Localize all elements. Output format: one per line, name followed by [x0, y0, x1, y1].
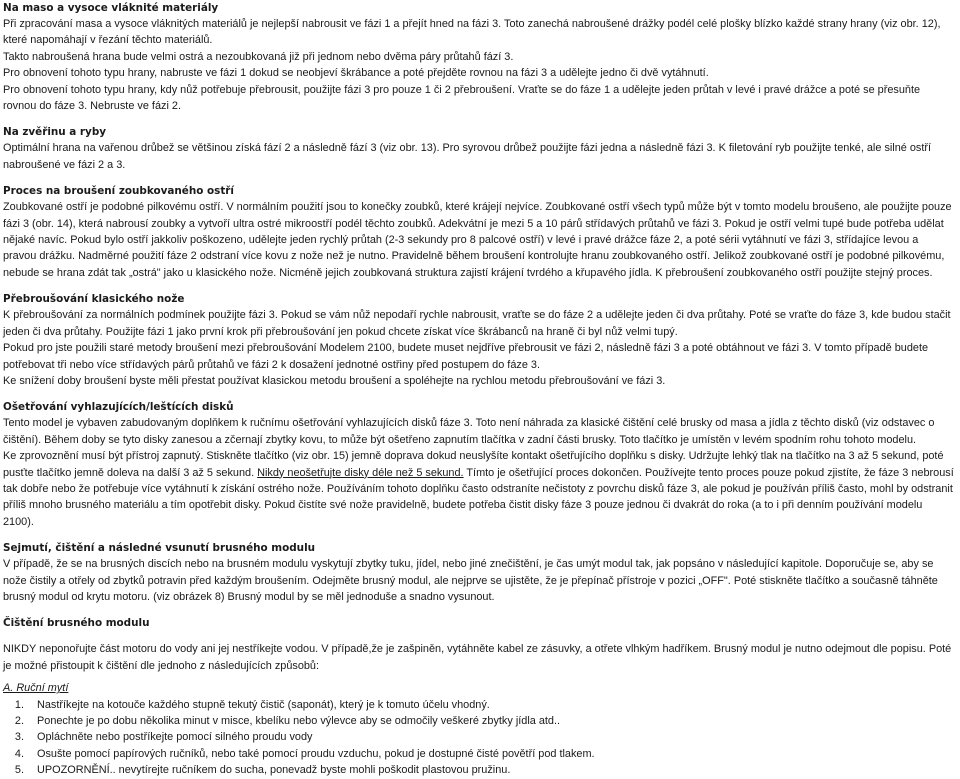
section-heading-module-cleaning: Čištění brusného modulu: [3, 617, 150, 630]
paragraph: Pro obnovení tohoto typu hrany, kdy nůž potřebuje přebrousit, použijte fázi 3 pro pouze 1 či 2 přebroušení. Vraťte se do fáze 1 a udělejte jeden průtah v levé i pravé drážce a poté se přesuňte rovnou do fáze 3. Nebruste ve fázi 2.: [3, 83, 921, 113]
section-heading-disc-care: Ošetřování vyhlazujících/leštících disků: [3, 401, 234, 414]
paragraph: Při zpracování masa a vysoce vláknitých materiálů je nejlepší nabrousit ve fázi 1 a přejít hned na fázi 3. Toto zanechá nabroušené drážky podél celé plošky blízko každé strany hrany (viz obr. 12), které napomáhají v řezání těchto materiálů.: [3, 18, 941, 47]
list-item: 3. Opláchněte nebo postříkejte pomocí silného proudu vody: [27, 729, 954, 745]
paragraph: Optimální hrana na vařenou drůbež se většinou získá fází 2 a následně fází 3 (viz obr. 13). Pro syrovou drůbež použijte fázi jedna a následně fázi 3. K filetování ryb použijte tenké, ale silné ostří nabroušené ve fázi 2 a 3.: [3, 142, 932, 171]
paragraph: [3, 448, 954, 530]
paragraph: Zoubkované ostří je podobné pilkovému ostří. V normálním použití jsou to konečky zoubků, které krájejí nejvíce. Zoubkované ostří všech typů může být v tomto modelu broušeno, ale použijte pouze fázi 3 (obr. 14), která nabrousí zoubky a vytvoří ultra ostré mikroostří podél těchto zoubků. Adekvátní je mezi 5 a 10 párů střídavých průtahů ve fázi 3. Pokud je ostří velmi tupé bude potřeba udělat nějaké navíc. Pokud bylo ostří jakkoliv poškozeno, udělejte jeden rychlý průtah (2-3 sekundy pro 8 palcové ostří) v levé i pravé drážce fáze 2, a poté sérii vytáhnutí ve fázi 3, střídajíce levou a pravou drážku. Nadměrné použití fáze 2 odstraní více kovu z nože než je nutno. Pravidelně během broušení kontrolujte hranu zoubkovaného ostří. Jelikož zoubkované ostří je podobné pilkovému, nebude se hrana zdát tak „ostrá" jako u klasického nože. Nicméně jejich zoubkovaná struktura zajistí krájení tvrdého a křupavého jídla. K přebroušení zoubkovaného ostří použijte stejný proces.: [3, 201, 952, 279]
section-heading-game-fish: Na zvěřinu a ryby: [3, 126, 107, 139]
text-run: Tímto je ošetřující proces dokončen. Používejte tento proces pouze pokud zjistíte, že fáze 3 nebrousí tak dobře nebo že potřebuje více vytáhnutí k získání ostrého nože. Používáním tohoto doplňku často odstraníte nečistoty z povrchu disků fáze 3, ale pokud je používán příliš často, mohl by odstranit příliš mnoho brusného materiálu a tím opotřebit disky. Pokud čistíte své nože pravidelně, budete potřeba čistit disky fáze 3 pouze jednou či dvakrát do roka (a to i při denním používání modelu 2100).: [3, 466, 954, 528]
list-item: 2. Ponechte je po dobu několika minut v misce, kbelíku nebo výlevce aby se odmočily veškeré zbytky jídla atd..: [27, 713, 954, 729]
paragraph: V případě, že se na brusných discích nebo na brusném modulu vyskytují zbytky tuku, jídel, nebo jiné znečištění, je čas umýt modul tak, jak popsáno v následující kapitole. Doporučuje se, aby se nože čistily a otřely od zbytků potravin před každým broušením. Odejměte brusný modul, ale nejprve se ujistěte, že je přepínač přístroje v pozici „OFF". Poté stiskněte tlačítko a současně táhněte brusný modul od krytu motoru. (viz obrázek 8) Brusný modul by se měl jednoduše a snadno vysunout.: [3, 558, 938, 603]
section-heading-module-removal: Sejmutí, čištění a následné vsunutí brusného modulu: [3, 542, 316, 555]
list-item: 1. Nastříkejte na kotouče každého stupně tekutý čistič (saponát), který je k tomuto účelu vhodný.: [27, 697, 954, 713]
paragraph: Takto nabroušená hrana bude velmi ostrá a nezoubkovaná již při jednom nebo dvěma páry průtahů fází 3.: [3, 50, 514, 63]
section-heading-serrated: Proces na broušení zoubkovaného ostří: [3, 185, 234, 198]
warning-underlined: Nikdy neošetřujte disky déle než 5 sekund.: [257, 466, 464, 479]
paragraph: Tento model je vybaven zabudovaným doplňkem k ručnímu ošetřování vyhlazujících disků fáze 3. Toto není náhrada za klasické čištění celé brusky od masa a jídla z těchto disků (viz odstavec o čištění). Během doby se tyto disky zanesou a zčernají zbytky kovu, to může být ošetřeno zapnutím tlačítka v zadní části brusky. Toto tlačítko je umístěn v levém spodním rohu tohoto modelu.: [3, 417, 935, 446]
steps-list: [3, 697, 954, 779]
list-item: 4. Osušte pomocí papírových ručníků, nebo také pomocí proudu vzduchu, pokud je dostupné čisté povětří pod tlakem.: [27, 746, 954, 762]
list-item: 5. UPOZORNĚNÍ.. nevytírejte ručníkem do sucha, ponevadž byste mohli poškodit plastovou pružinu.: [27, 762, 954, 778]
paragraph: Ke snížení doby broušení byste měli přestat používat klasickou metodu broušení a spoléhejte na rychlou metodu přebroušování ve fázi 3.: [3, 374, 666, 387]
section-heading-meat: Na maso a vysoce vláknité materiály: [3, 2, 219, 14]
section-heading-resharpening: Přebroušování klasického nože: [3, 293, 185, 306]
paragraph: NIKDY neponořujte část motoru do vody ani jej nestříkejte vodou. V případě,že je zašpiněn, vytáhněte kabel ze zásuvky, a otřete vlhkým hadříkem. Brusný modul je nutno odejmout dle popisu. Poté je možné přistoupit k čištění dle jednoho z následujících způsobů:: [3, 643, 952, 672]
paragraph: Pro obnovení tohoto typu hrany, nabruste ve fázi 1 dokud se neobjeví škrábance a poté přejděte rovnou na fázi 3 a udělejte jedno či dvě vytáhnutí.: [3, 67, 709, 80]
subheading-hand-wash: A. Ruční mytí: [3, 682, 69, 695]
paragraph: K přebroušování za normálních podmínek použijte fázi 3. Pokud se vám nůž nepodaří rychle nabrousit, vraťte se do fáze 2 a udělejte jeden či dva průtahy. Poté se vraťte do fáze 3, kde budou stačit jeden či dva průtahy. Použijte fázi 1 jako první krok při přebroušování jen pokud chcete získat více škrábanců na hraně či byl nůž velmi tupý.: [3, 309, 951, 338]
paragraph: Pokud pro jste použili staré metody broušení mezi přebroušování Modelem 2100, budete muset nejdříve přebrousit ve fázi 2, následně fázi 3 a poté obtáhnout ve fázi 3. V tomto případě budete potřebovat tři nebo více střídavých párů průtahů ve fázi 2 k dosažení jednotné ostřiny před postupem do fáze 3.: [3, 342, 929, 371]
text-run: Ke zprovoznění musí být přístroj zapnutý. Stiskněte tlačítko (viz obr. 15) jemně doprava dokud neuslyšíte kontakt ošetřujícího doplňku s disky. Udržujte lehký tlak na tlačítko na 3 až 5 sekund, poté pusťte tlačítko jemně doleva na další 3 až 5 sekund.: [3, 450, 944, 479]
